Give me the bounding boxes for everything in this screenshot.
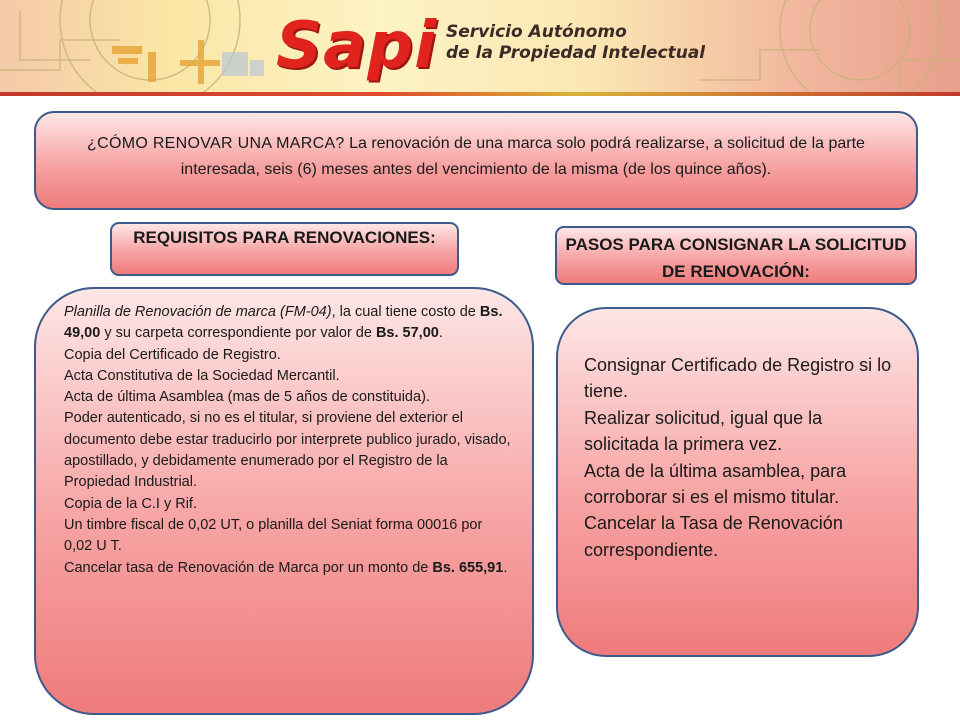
intro-question: ¿CÓMO RENOVAR UNA MARCA? — [87, 135, 345, 152]
requirement-item: Poder autenticado, si no es el titular, si proviene del exterior el documento debe estar traducirlo por interprete publico jurado, visado, apostillado, y debidamente enumerado por el Registro de la Propiedad Industrial. — [64, 410, 511, 491]
logo-subtitle — [446, 22, 705, 64]
requirement-item — [64, 302, 512, 345]
requirement-text: , la cual tiene costo de — [331, 304, 480, 320]
step-item: Acta de la última asamblea, para corroborar si es el mismo titular. — [584, 460, 847, 508]
requirement-item: Acta de última Asamblea (mas de 5 años de constituida). — [64, 389, 430, 406]
requirements-heading: REQUISITOS PARA RENOVACIONES: — [110, 222, 459, 276]
logo-subtitle-line2: de la Propiedad Intelectual — [446, 43, 706, 63]
intro-text: La renovación de una marca solo podrá realizarse, a solicitud de la parte interesada, seis (6) meses antes del vencimiento de la misma (de los quince años). — [180, 135, 865, 178]
requirement-item: Copia del Certificado de Registro. — [64, 346, 281, 363]
steps-heading: PASOS PARA CONSIGNAR LA SOLICITUD DE RENOVACIÓN: — [555, 226, 917, 285]
steps-box — [556, 307, 919, 657]
intro-box — [34, 111, 918, 210]
requirement-text: . — [503, 559, 508, 576]
requirement-text: y su carpeta correspondiente por valor de — [100, 325, 376, 342]
step-item: Cancelar la Tasa de Renovación correspondiente. — [584, 513, 843, 560]
step-item: Consignar Certificado de Registro si lo tiene. — [584, 355, 892, 402]
requirement-item — [64, 558, 512, 579]
requirement-item: Un timbre fiscal de 0,02 UT, o planilla del Seniat forma 00016 por 0,02 U T. — [64, 516, 483, 555]
banner-divider — [0, 92, 960, 96]
requirement-item: Acta Constitutiva de la Sociedad Mercantil. — [64, 367, 340, 384]
price: Bs. 655,91 — [432, 559, 504, 576]
requirement-text: Cancelar tasa de Renovación de Marca por un monto de — [64, 559, 433, 576]
form-name: Planilla de Renovación de marca (FM-04) — [64, 304, 332, 320]
price: Bs. 49,00 — [64, 304, 503, 342]
step-item: Realizar solicitud, igual que la solicitada la primera vez. — [584, 407, 823, 455]
price: Bs. 57,00 — [375, 325, 439, 342]
requirements-box — [34, 287, 534, 715]
logo-subtitle-line1: Servicio Autónomo — [446, 22, 627, 42]
requirement-item: Copia de la C.I y Rif. — [64, 495, 197, 512]
sapi-logo: Sapi — [276, 9, 438, 83]
requirement-text: . — [438, 325, 443, 342]
header-banner — [0, 0, 960, 96]
